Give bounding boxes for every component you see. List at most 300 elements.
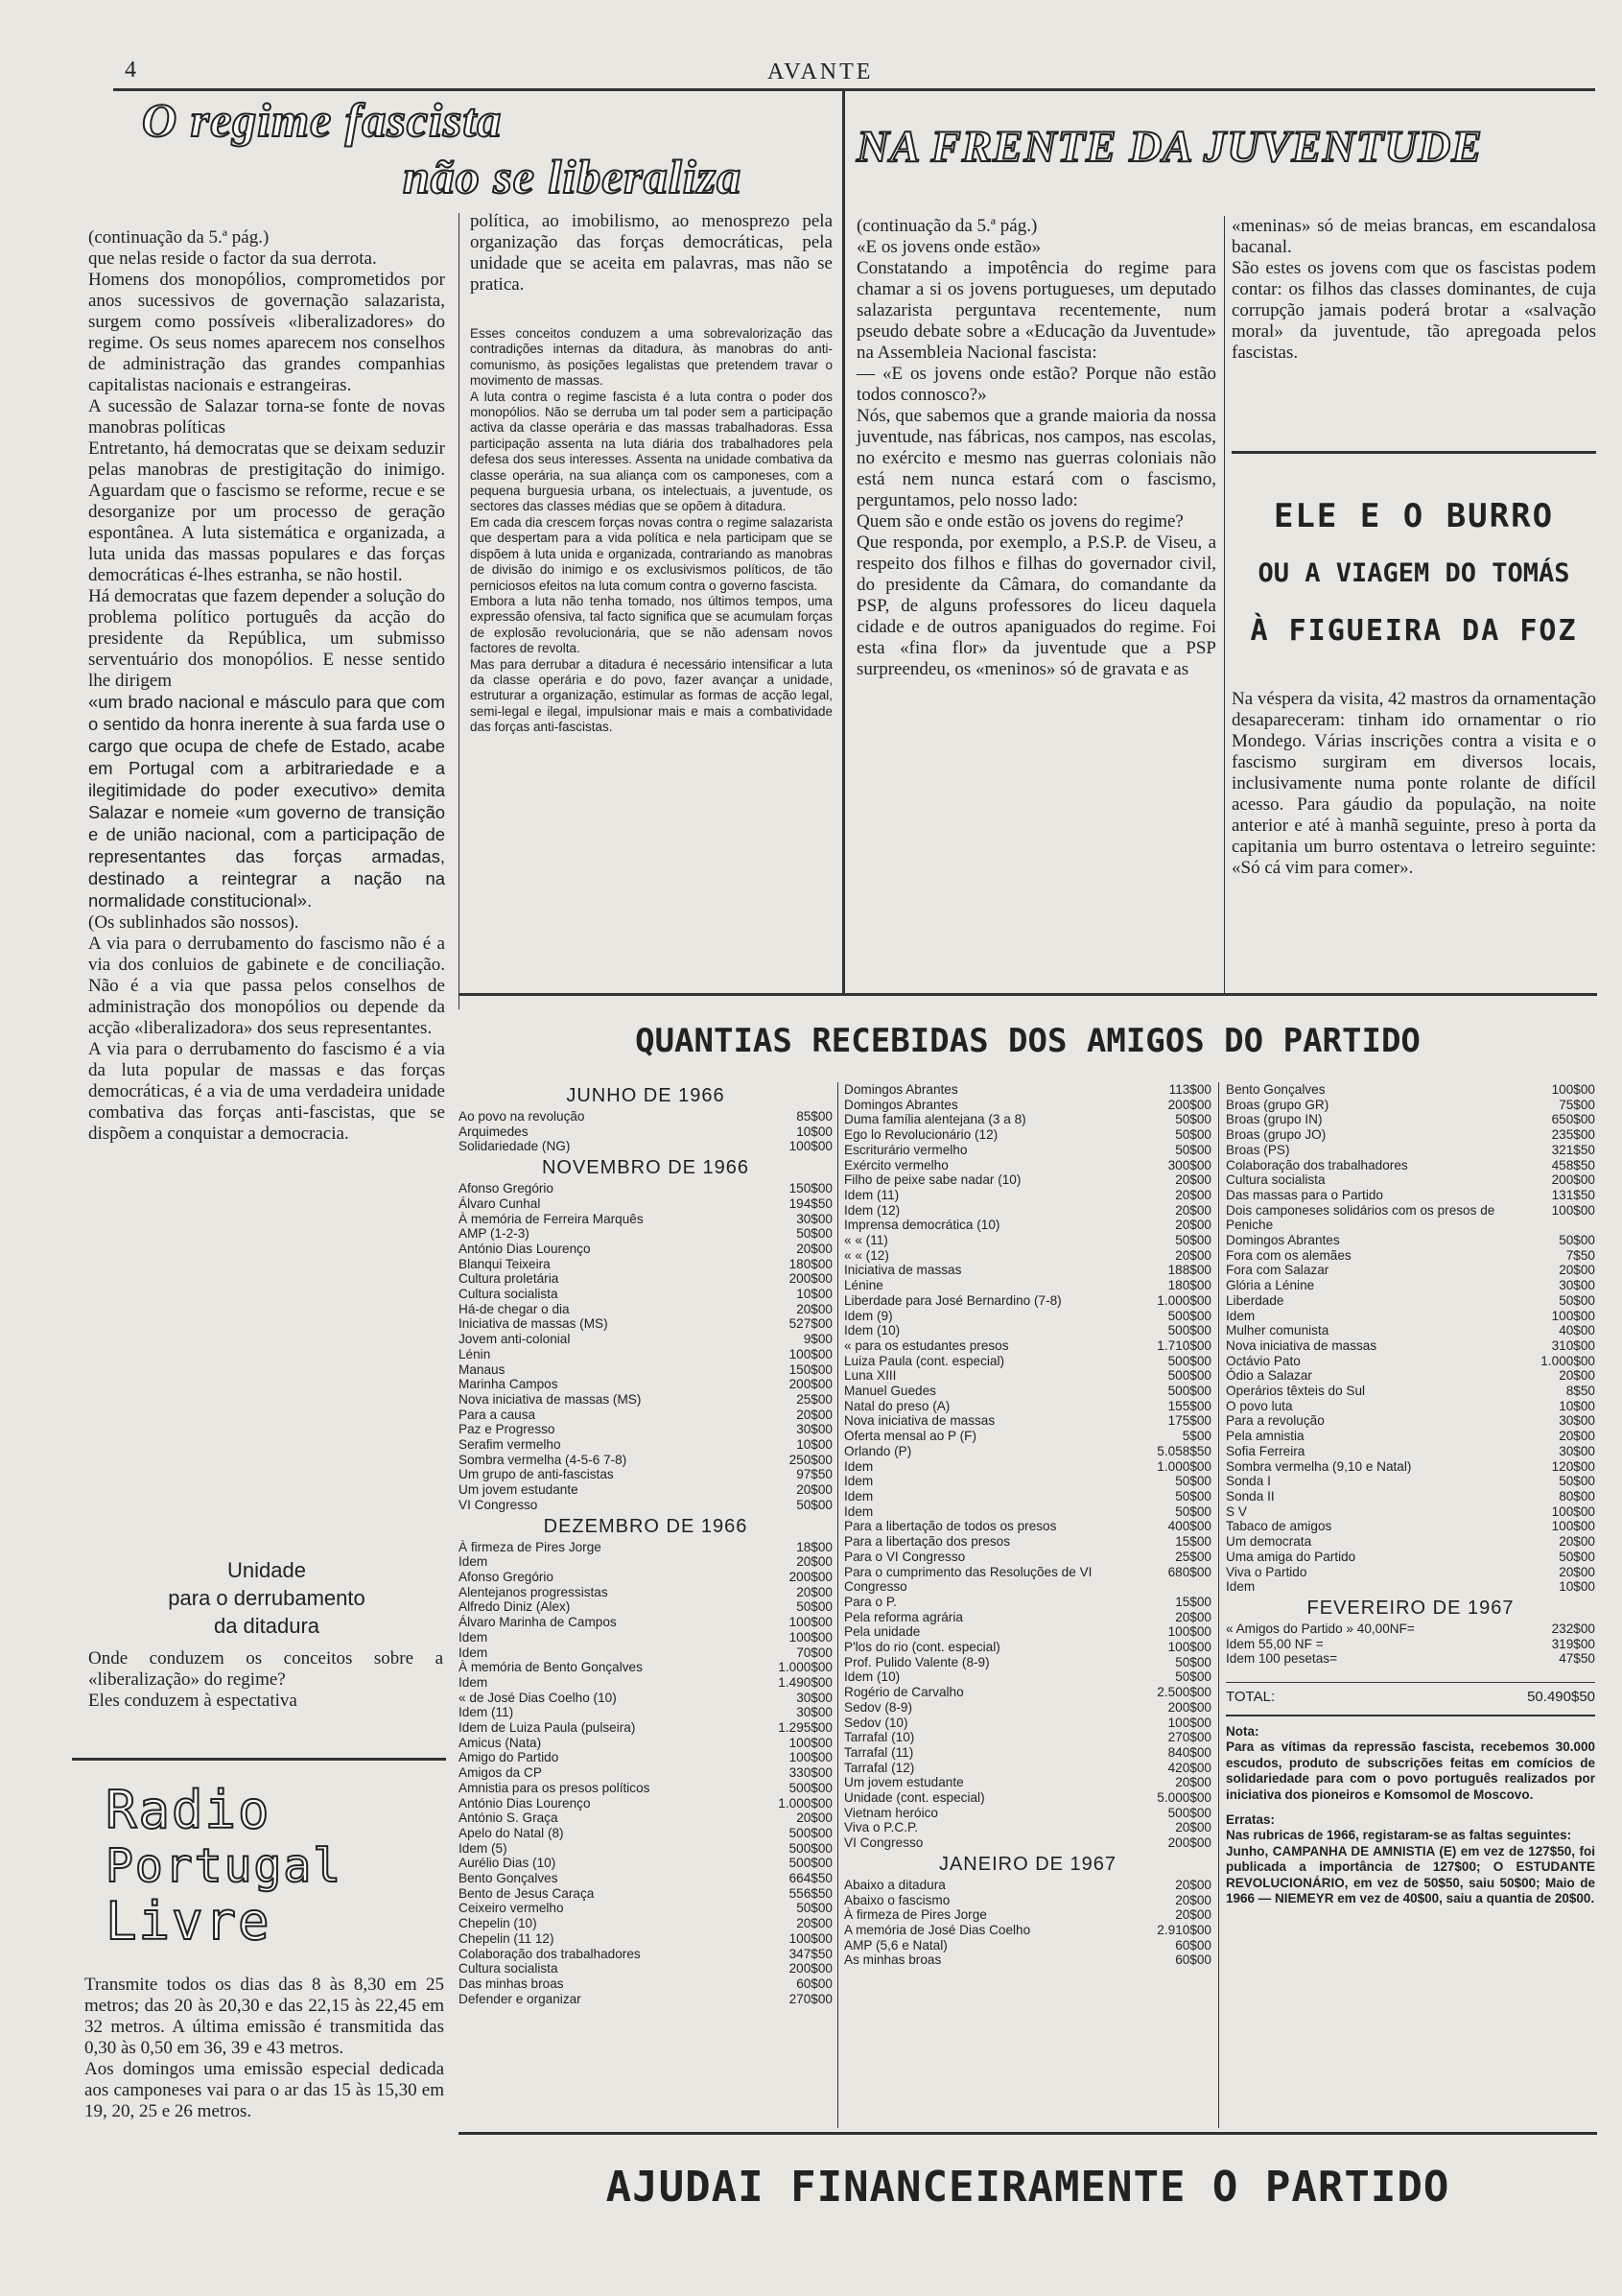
donation-row bbox=[458, 1781, 833, 1796]
donation-row bbox=[844, 1082, 1211, 1098]
donation-row bbox=[844, 1534, 1211, 1550]
donation-amount: 60$00 bbox=[1175, 1937, 1211, 1953]
donation-row bbox=[1226, 1534, 1595, 1550]
donation-name: Domingos Abrantes bbox=[844, 1082, 958, 1097]
donation-amount: 75$00 bbox=[1559, 1097, 1595, 1112]
donation-row bbox=[458, 1660, 833, 1675]
donation-amount: 25$00 bbox=[796, 1391, 833, 1407]
donation-row bbox=[844, 1923, 1211, 1938]
donation-amount: 1.000$00 bbox=[1157, 1458, 1211, 1474]
donation-row bbox=[458, 1886, 833, 1902]
donation-amount: 150$00 bbox=[788, 1181, 833, 1196]
quantias-col2 bbox=[844, 1082, 1211, 1968]
donation-amount: 200$00 bbox=[1167, 1699, 1211, 1715]
donation-amount: 5.058$50 bbox=[1157, 1443, 1211, 1458]
donation-name: Um grupo de anti-fascistas bbox=[458, 1467, 614, 1482]
donation-name: Afonso Gregório bbox=[458, 1569, 553, 1584]
donation-name: Álvaro Marinha de Campos bbox=[458, 1615, 617, 1630]
donation-amount: 20$00 bbox=[1175, 1907, 1211, 1923]
donation-row bbox=[844, 1669, 1211, 1685]
juventude-col1: (continuação da 5.ª pág.) «E os jovens onde estão» Constatando a impotência do regime para chamar a si os jovens portugueses, um deputado salazarista perguntava recentemente, num pseudo debate sobre a «Educação da Juventude» na Assembleia Nacional fascista: — «E os jovens onde estão? Porque não estão todos connosco?» Nós, que sabemos que a grande maioria da nossa juventude, nas fábricas, nos campos, nas escolas, no exército e mesmo nas guerras coloniais não está nem nunca estará com o fascismo, perguntamos, pelo nosso lado: Quem são e onde estão os jovens do regime? Que responda, por exemplo, a P.S.P. de Viseu, a respeito dos filhos e filhas do governador civil, do presidente da Câmara, do comandante da PSP, de alguns professores do liceu daquela cidade e de outros apaniguados do regime. Foi esta «fina flor» da juventude que a PSP surpreendeu, os «meninos» só de gravata e as bbox=[857, 216, 1216, 679]
donation-row bbox=[844, 1640, 1211, 1655]
donation-name: Liberdade bbox=[1226, 1292, 1284, 1308]
donation-row bbox=[458, 1377, 833, 1392]
donation-amount: 80$00 bbox=[1559, 1488, 1595, 1503]
donation-row bbox=[1226, 1621, 1595, 1637]
donation-name: Álvaro Cunhal bbox=[458, 1195, 541, 1211]
donation-name: Operários têxteis do Sul bbox=[1226, 1384, 1366, 1399]
donation-name: Para o P. bbox=[844, 1594, 897, 1609]
donation-amount: 500$00 bbox=[1167, 1805, 1211, 1820]
donation-amount: 100$00 bbox=[1167, 1624, 1211, 1640]
donation-row bbox=[1226, 1504, 1595, 1520]
donation-row bbox=[844, 1278, 1211, 1293]
donation-row bbox=[1226, 1565, 1595, 1580]
donation-name: Blanqui Teixeira bbox=[458, 1256, 551, 1271]
donation-name: Liberdade para José Bernardino (7-8) bbox=[844, 1292, 1062, 1308]
donation-amount: 500$00 bbox=[788, 1780, 833, 1795]
donation-row bbox=[458, 1196, 833, 1212]
donation-row bbox=[458, 1362, 833, 1378]
radio-logo-line3: Livre bbox=[106, 1891, 271, 1952]
donation-row bbox=[458, 1856, 833, 1871]
donation-row bbox=[458, 1554, 833, 1570]
donation-name: « « (11) bbox=[844, 1233, 888, 1248]
donation-row bbox=[1226, 1651, 1595, 1667]
donation-row bbox=[458, 1257, 833, 1272]
donation-row bbox=[844, 1907, 1211, 1923]
donation-name: Amigo do Partido bbox=[458, 1750, 559, 1765]
donation-name: S V bbox=[1226, 1503, 1247, 1519]
donation-amount: 150$00 bbox=[788, 1361, 833, 1377]
donation-name: À memória de Ferreira Marquês bbox=[458, 1211, 644, 1226]
donation-row bbox=[1226, 1233, 1595, 1248]
donation-name: Viva o P.C.P. bbox=[844, 1820, 919, 1835]
donation-name: Um jovem estudante bbox=[458, 1482, 578, 1498]
donation-row bbox=[458, 1691, 833, 1706]
donation-amount: 270$00 bbox=[1167, 1730, 1211, 1745]
month-heading-row bbox=[458, 1154, 833, 1181]
donation-amount: 20$00 bbox=[1175, 1247, 1211, 1263]
burro-title-line1: ELE E O BURRO bbox=[1273, 497, 1555, 535]
donation-name: Cultura socialista bbox=[1226, 1172, 1326, 1188]
donation-amount: 188$00 bbox=[1167, 1263, 1211, 1278]
quantias-top-rule bbox=[458, 993, 1597, 996]
donation-name: Ceixeiro vermelho bbox=[458, 1901, 564, 1916]
donation-amount: 300$00 bbox=[1167, 1157, 1211, 1172]
donation-name: Idem (5) bbox=[458, 1840, 507, 1856]
donation-amount: 113$00 bbox=[1168, 1082, 1211, 1097]
donation-name: À firmeza de Pires Jorge bbox=[458, 1539, 601, 1554]
donation-name: Sombra vermelha (9,10 e Natal) bbox=[1226, 1458, 1412, 1474]
quantias-title: QUANTIAS RECEBIDAS DOS AMIGOS DO PARTIDO bbox=[635, 1022, 1421, 1060]
donation-amount: 70$00 bbox=[796, 1645, 833, 1660]
donation-amount: 200$00 bbox=[788, 1271, 833, 1287]
donation-row bbox=[1226, 1248, 1595, 1264]
donation-row bbox=[458, 1570, 833, 1585]
donation-name: AMP (1-2-3) bbox=[458, 1226, 529, 1242]
donation-row bbox=[458, 1931, 833, 1947]
donation-name: Alfredo Diniz (Alex) bbox=[458, 1599, 571, 1615]
donation-name: Bento de Jesus Caraça bbox=[458, 1885, 595, 1901]
donation-amount: 20$00 bbox=[1175, 1172, 1211, 1188]
month-heading: JANEIRO DE 1967 bbox=[938, 1853, 1117, 1875]
donation-name: Para a revolução bbox=[1226, 1413, 1325, 1429]
article-col-divider bbox=[458, 213, 459, 1009]
donation-amount: 50$00 bbox=[1559, 1474, 1595, 1489]
quantias-table-2 bbox=[844, 1082, 1211, 1968]
donation-amount: 50$00 bbox=[1175, 1127, 1211, 1143]
donation-name: Idem (10) bbox=[844, 1323, 901, 1338]
nota-rule bbox=[1226, 1715, 1595, 1716]
donation-name: « para os estudantes presos bbox=[844, 1337, 1009, 1353]
donation-row bbox=[844, 1519, 1211, 1534]
donation-amount: 85$00 bbox=[796, 1109, 833, 1124]
donation-amount: 50$00 bbox=[796, 1226, 833, 1242]
donation-amount: 500$00 bbox=[1167, 1353, 1211, 1368]
donation-amount: 500$00 bbox=[1167, 1323, 1211, 1338]
donation-amount: 100$00 bbox=[788, 1629, 833, 1645]
donation-name: Idem (10) bbox=[844, 1669, 901, 1685]
donation-name: Idem bbox=[458, 1629, 488, 1645]
donation-amount: 100$00 bbox=[788, 1930, 833, 1946]
donation-row bbox=[844, 1413, 1211, 1429]
donation-name: Glória a Lénine bbox=[1226, 1278, 1315, 1293]
donation-amount: 50$00 bbox=[1559, 1233, 1595, 1248]
donation-name: AMP (5,6 e Natal) bbox=[844, 1937, 948, 1953]
unidade-rule bbox=[72, 1758, 446, 1761]
donation-row bbox=[844, 1489, 1211, 1504]
donation-name: Jovem anti-colonial bbox=[458, 1332, 571, 1347]
donation-row bbox=[1226, 1323, 1595, 1338]
donation-name: Marinha Campos bbox=[458, 1377, 558, 1392]
donation-name: Solidariedade (NG) bbox=[458, 1139, 571, 1154]
donation-amount: 120$00 bbox=[1551, 1458, 1595, 1474]
donation-amount: 40$00 bbox=[1559, 1323, 1595, 1338]
donation-name: Octávio Pato bbox=[1226, 1353, 1301, 1368]
donation-row bbox=[458, 1765, 833, 1781]
donation-name: Tarrafal (11) bbox=[844, 1744, 914, 1760]
donation-name: À firmeza de Pires Jorge bbox=[844, 1907, 987, 1923]
donation-amount: 50$00 bbox=[1175, 1233, 1211, 1248]
donation-amount: 60$00 bbox=[796, 1976, 833, 1991]
donation-name: VI Congresso bbox=[844, 1835, 924, 1851]
donation-name: Idem 55,00 NF = bbox=[1226, 1636, 1324, 1651]
donation-amount: 270$00 bbox=[788, 1991, 833, 2006]
donation-amount: 200$00 bbox=[788, 1961, 833, 1976]
donation-amount: 200$00 bbox=[1167, 1835, 1211, 1851]
donation-row bbox=[458, 1242, 833, 1257]
donation-amount: 180$00 bbox=[1167, 1278, 1211, 1293]
donation-name: Manuel Guedes bbox=[844, 1384, 936, 1399]
donation-name: Amnistia para os presos políticos bbox=[458, 1780, 650, 1795]
donation-row bbox=[1226, 1143, 1595, 1158]
donation-row bbox=[458, 1498, 833, 1513]
donation-name: Orlando (P) bbox=[844, 1443, 912, 1458]
donation-row bbox=[1226, 1112, 1595, 1127]
donation-amount: 20$00 bbox=[796, 1407, 833, 1422]
donation-amount: 30$00 bbox=[796, 1690, 833, 1705]
donation-amount: 1.000$00 bbox=[778, 1660, 833, 1675]
donation-row bbox=[1226, 1338, 1595, 1354]
donation-name: Natal do preso (A) bbox=[844, 1398, 951, 1413]
donation-row bbox=[844, 1790, 1211, 1806]
donation-row bbox=[844, 1459, 1211, 1475]
donation-name: À memória de Bento Gonçalves bbox=[458, 1660, 643, 1675]
donation-amount: 310$00 bbox=[1551, 1337, 1595, 1353]
donation-name: Ódio a Salazar bbox=[1226, 1368, 1312, 1384]
donation-name: Rogério de Carvalho bbox=[844, 1685, 964, 1700]
donation-name: Idem (11) bbox=[844, 1187, 900, 1202]
donation-amount: 10$00 bbox=[1559, 1398, 1595, 1413]
donation-row bbox=[844, 1474, 1211, 1489]
donation-amount: 650$00 bbox=[1551, 1112, 1595, 1127]
donation-name: Serafim vermelho bbox=[458, 1437, 561, 1453]
donation-amount: 680$00 bbox=[1167, 1564, 1211, 1579]
donation-row bbox=[1226, 1172, 1595, 1188]
total-row bbox=[1226, 1682, 1595, 1705]
donation-row bbox=[458, 1226, 833, 1242]
donation-row bbox=[1226, 1474, 1595, 1489]
donation-name: Unidade (cont. especial) bbox=[844, 1790, 985, 1806]
donation-name: Idem bbox=[458, 1645, 488, 1660]
donation-amount: 556$50 bbox=[788, 1885, 833, 1901]
donation-row bbox=[1226, 1637, 1595, 1652]
donation-amount: 1.295$00 bbox=[778, 1720, 833, 1736]
donation-name: Idem (11) bbox=[458, 1705, 514, 1720]
donation-name: Manaus bbox=[458, 1361, 505, 1377]
radio-logo-line2: Portugal bbox=[106, 1839, 343, 1893]
donation-name: O povo luta bbox=[1226, 1398, 1293, 1413]
donation-name: Aurélio Dias (10) bbox=[458, 1856, 556, 1871]
donation-row bbox=[458, 1453, 833, 1468]
donation-row bbox=[458, 1826, 833, 1841]
erratas-text: Nas rubricas de 1966, registaram-se as faltas seguintes: Junho, CAMPANHA DE AMNISTIA (E) em vez de 127$50, foi publicada a importância de 127$00; O ESTUDANTE REVOLUCIONÁRIO, em vez de 50$50, saiu 50$00; Maio de 1966 — NIEMEYR em vez de 40$00, saiu a quantia de 20$00. bbox=[1226, 1828, 1595, 1906]
donation-name: Pela reforma agrária bbox=[844, 1609, 963, 1624]
donation-row bbox=[1226, 1550, 1595, 1565]
donation-row bbox=[458, 1271, 833, 1287]
donation-row bbox=[458, 1916, 833, 1931]
donation-row bbox=[844, 1835, 1211, 1851]
donation-row bbox=[844, 1203, 1211, 1219]
donation-amount: 50$00 bbox=[1175, 1488, 1211, 1503]
donation-amount: 97$50 bbox=[796, 1467, 833, 1482]
donation-row bbox=[844, 1700, 1211, 1716]
donation-amount: 20$00 bbox=[1559, 1534, 1595, 1550]
donation-amount: 30$00 bbox=[1559, 1443, 1595, 1458]
radio-text: Transmite todos os dias das 8 às 8,30 em 25 metros; das 20 às 20,30 e das 22,15 às 22,45 em 32 metros. A última emissão é transmitida das 0,30 às 0,50 em 36, 39 e 43 metros. Aos domingos uma emissão especial dedicada aos camponeses vai para o ar das 15 às 15,30 em 19, 20, 25 e 26 metros. bbox=[84, 1975, 444, 2121]
donation-name: Sombra vermelha (4-5-6 7-8) bbox=[458, 1452, 627, 1467]
donation-name: Idem bbox=[458, 1674, 488, 1690]
donation-amount: 15$00 bbox=[1175, 1534, 1211, 1550]
donation-row bbox=[844, 1953, 1211, 1968]
donation-amount: 420$00 bbox=[1167, 1760, 1211, 1775]
unidade-title bbox=[88, 1556, 445, 1640]
donation-row bbox=[1226, 1444, 1595, 1459]
article-col1 bbox=[88, 206, 445, 1145]
section-divider-vertical bbox=[842, 91, 845, 993]
donation-row bbox=[458, 1109, 833, 1124]
donation-row bbox=[458, 1901, 833, 1916]
donation-amount: 10$00 bbox=[796, 1437, 833, 1453]
donation-row bbox=[458, 1630, 833, 1645]
donation-row bbox=[458, 1540, 833, 1555]
donation-row bbox=[1226, 1459, 1595, 1475]
donation-name: Sonda I bbox=[1226, 1474, 1271, 1489]
donation-amount: 20$00 bbox=[1175, 1202, 1211, 1218]
donation-amount: 100$00 bbox=[1551, 1308, 1595, 1323]
donation-name: Um jovem estudante bbox=[844, 1775, 964, 1790]
donation-amount: 131$50 bbox=[1551, 1187, 1595, 1202]
donation-row bbox=[844, 1399, 1211, 1414]
donation-amount: 200$00 bbox=[1551, 1172, 1595, 1188]
donation-name: Chepelin (11 12) bbox=[458, 1930, 554, 1946]
donation-row bbox=[844, 1685, 1211, 1700]
donation-row bbox=[1226, 1368, 1595, 1384]
donation-amount: 500$00 bbox=[788, 1825, 833, 1840]
donation-amount: 50$00 bbox=[796, 1599, 833, 1615]
donation-name: Idem bbox=[844, 1488, 874, 1503]
donation-row bbox=[844, 1143, 1211, 1158]
donation-amount: 20$00 bbox=[796, 1241, 833, 1256]
donation-row bbox=[844, 1655, 1211, 1670]
donation-amount: 20$00 bbox=[1559, 1429, 1595, 1444]
donation-amount: 500$00 bbox=[1167, 1308, 1211, 1323]
donation-name: Para a causa bbox=[458, 1407, 536, 1422]
donation-row bbox=[1226, 1384, 1595, 1399]
donation-amount: 155$00 bbox=[1167, 1398, 1211, 1413]
donation-amount: 10$00 bbox=[1559, 1579, 1595, 1595]
donation-row bbox=[844, 1893, 1211, 1908]
donation-row bbox=[1226, 1158, 1595, 1173]
donation-amount: 1.000$00 bbox=[778, 1795, 833, 1811]
donation-amount: 180$00 bbox=[788, 1256, 833, 1271]
donation-name: Idem bbox=[844, 1458, 874, 1474]
article-col1-after: (Os sublinhados são nossos). A via para o derrubamento do fascismo não é a via dos conluios de gabinete e de conciliação. Não é a via que passa pelos conselhos de administração dos monopólios ou depende da acção «liberalizadora» dos seus representantes. A via para o derrubamento do fascismo é a via da luta popular de massas e das forças democráticas, é a via de uma verdadeira unidade combativa das forças anti-fascistas, que se dispõem a conquistar a democracia. bbox=[88, 912, 445, 1144]
donation-name: Cultura proletária bbox=[458, 1271, 559, 1287]
donation-name: Escriturário vermelho bbox=[844, 1142, 968, 1157]
donation-name: Fora com Salazar bbox=[1226, 1263, 1329, 1278]
donation-row bbox=[844, 1444, 1211, 1459]
donation-row bbox=[458, 1408, 833, 1423]
donation-name: « Amigos do Partido » 40,00NF= bbox=[1226, 1621, 1415, 1636]
donation-amount: 20$00 bbox=[796, 1301, 833, 1316]
donation-name: Bento Gonçalves bbox=[458, 1871, 558, 1886]
donation-name: Para o cumprimento das Resoluções de VI Congresso bbox=[844, 1564, 1093, 1595]
donation-amount: 319$00 bbox=[1551, 1636, 1595, 1651]
donation-row bbox=[844, 1112, 1211, 1127]
donation-amount: 100$00 bbox=[788, 1750, 833, 1765]
donation-amount: 50$00 bbox=[1175, 1112, 1211, 1127]
donation-name: Oferta mensal ao P (F) bbox=[844, 1429, 977, 1444]
donation-amount: 200$00 bbox=[788, 1569, 833, 1584]
donation-row bbox=[1226, 1429, 1595, 1444]
donation-name: Exército vermelho bbox=[844, 1157, 949, 1172]
donation-amount: 8$50 bbox=[1565, 1384, 1595, 1399]
burro-title-line3: À FIGUEIRA DA FOZ bbox=[1250, 614, 1578, 648]
donation-row bbox=[458, 1422, 833, 1437]
donation-name: Sonda II bbox=[1226, 1488, 1275, 1503]
nota-label: Nota: bbox=[1226, 1724, 1259, 1740]
donation-name: Broas (grupo JO) bbox=[1226, 1127, 1327, 1143]
donation-amount: 30$00 bbox=[1559, 1278, 1595, 1293]
donation-name: Luiza Paula (cont. especial) bbox=[844, 1353, 1004, 1368]
donation-row bbox=[1226, 1309, 1595, 1324]
donation-amount: 50$00 bbox=[796, 1901, 833, 1916]
donation-name: Imprensa democrática (10) bbox=[844, 1218, 1000, 1233]
article-col2-text: política, ao imobilismo, ao menosprezo pela organização das forças democráticas, pela unidade que se aceita em palavras, mas não se pratica. bbox=[470, 211, 833, 295]
month-heading-row bbox=[844, 1851, 1211, 1878]
donation-name: Abaixo o fascismo bbox=[844, 1892, 951, 1907]
donation-name: Dois camponeses solidários com os presos de Peniche bbox=[1226, 1202, 1495, 1233]
donation-amount: 330$00 bbox=[788, 1765, 833, 1781]
donation-row bbox=[458, 1976, 833, 1992]
donation-amount: 30$00 bbox=[796, 1211, 833, 1226]
donation-name: Há-de chegar o dia bbox=[458, 1301, 570, 1316]
donation-row bbox=[458, 1316, 833, 1332]
footer-banner: AJUDAI FINANCEIRAMENTE O PARTIDO bbox=[605, 2163, 1450, 2212]
donation-amount: 100$00 bbox=[1551, 1202, 1595, 1218]
donation-amount: 20$00 bbox=[1559, 1564, 1595, 1579]
donation-row bbox=[458, 1961, 833, 1976]
article-title-line1: O regime fascista bbox=[142, 93, 503, 147]
donation-name: Idem bbox=[458, 1554, 488, 1570]
donation-row bbox=[458, 1124, 833, 1140]
donation-amount: 5$00 bbox=[1182, 1429, 1211, 1444]
month-heading-row bbox=[458, 1082, 833, 1109]
donation-amount: 100$00 bbox=[1551, 1082, 1595, 1097]
donation-amount: 25$00 bbox=[1175, 1549, 1211, 1564]
donation-row bbox=[844, 1323, 1211, 1338]
donation-amount: 50$00 bbox=[1175, 1654, 1211, 1669]
donation-row bbox=[844, 1730, 1211, 1745]
donation-row bbox=[458, 1332, 833, 1347]
donation-row bbox=[844, 1127, 1211, 1143]
donation-name: Domingos Abrantes bbox=[844, 1097, 958, 1112]
juventude-title: NA FRENTE DA JUVENTUDE bbox=[857, 122, 1483, 172]
donation-row bbox=[844, 1775, 1211, 1790]
donation-row bbox=[844, 1218, 1211, 1233]
donation-row bbox=[844, 1820, 1211, 1835]
donation-amount: 2.500$00 bbox=[1157, 1685, 1211, 1700]
donation-name: Broas (grupo GR) bbox=[1226, 1097, 1329, 1112]
donation-name: Para a libertação dos presos bbox=[844, 1534, 1011, 1550]
donation-name: Cultura socialista bbox=[458, 1287, 558, 1302]
donation-row bbox=[458, 1467, 833, 1482]
donation-name: « de José Dias Coelho (10) bbox=[458, 1690, 617, 1705]
donation-name: Defender e organizar bbox=[458, 1991, 581, 2006]
donation-row bbox=[844, 1188, 1211, 1203]
donation-row bbox=[458, 1212, 833, 1227]
donation-name: Lénine bbox=[844, 1278, 883, 1293]
burro-title bbox=[1232, 487, 1596, 660]
donation-row bbox=[844, 1098, 1211, 1113]
donation-row bbox=[1226, 1127, 1595, 1143]
donation-row bbox=[844, 1624, 1211, 1640]
donation-amount: 100$00 bbox=[788, 1615, 833, 1630]
donation-name: Broas (PS) bbox=[1226, 1142, 1290, 1157]
donation-amount: 500$00 bbox=[788, 1840, 833, 1856]
donation-name: Afonso Gregório bbox=[458, 1181, 553, 1196]
donation-amount: 20$00 bbox=[796, 1811, 833, 1826]
article-title-line2: não se liberaliza bbox=[403, 150, 742, 203]
donation-row bbox=[844, 1761, 1211, 1776]
juventude-col2: «meninas» só de meias brancas, em escandalosa bacanal. São estes os jovens com que os fascistas podem contar: os filhos das classes dominantes, de cuja corrupção jamais poderá brotar a «salvação moral» da juventude, tão apregoada pelos fascistas. bbox=[1232, 216, 1596, 363]
quantias-divider-1 bbox=[837, 1082, 838, 2128]
donation-row bbox=[844, 1878, 1211, 1893]
donation-amount: 50$00 bbox=[1559, 1549, 1595, 1564]
quantias-divider-2 bbox=[1218, 1082, 1219, 2128]
